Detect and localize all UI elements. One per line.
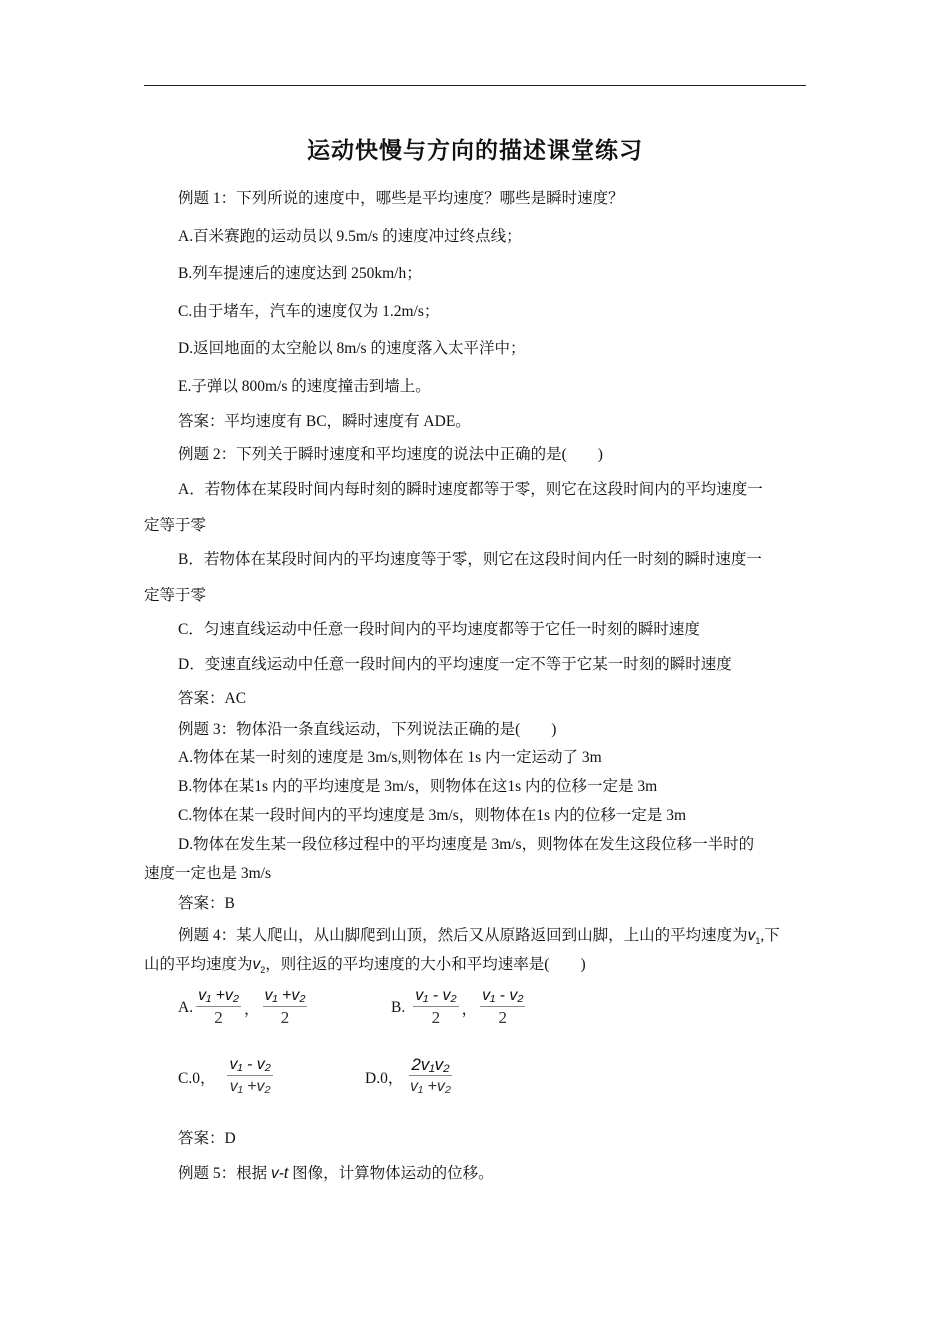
ex3-option-d-line2: 速度一定也是 3m/s [144,865,272,882]
ex3-answer: 答案：B [178,895,235,912]
ex1-option-d: D.返回地面的太空舱以 8m/s 的速度落入太平洋中； [178,340,526,357]
ex2-option-c: C．匀速直线运动中任意一段时间内的平均速度都等于它任一时刻的瞬时速度 [178,621,700,638]
ex2-option-b-line1: B．若物体在某段时间内的平均速度等于零，则它在这段时间内任一时刻的瞬时速度一 [178,551,762,568]
ex4-answer: 答案：D [178,1130,236,1147]
ex4-option-a-label: A. [178,998,194,1016]
ex3-option-d-line1: D.物体在发生某一段位移过程中的平均速度是 3m/s，则物体在发生这段位移一半时的 [178,836,755,853]
header-rule [144,85,806,86]
ex4-option-c [178,1055,276,1098]
ex5-vt-symbol: v-t [271,1165,289,1182]
ex2-option-a-line2: 定等于零 [144,517,207,534]
ex3-question: 例题 3：物体沿一条直线运动，下列说法正确的是( ) [178,721,557,738]
ex1-question: 例题 1：下列所说的速度中，哪些是平均速度？哪些是瞬时速度？ [178,190,624,207]
ex3-option-c: C.物体在某一段时间内的平均速度是 3m/s，则物体在1s 内的位移一定是 3m [178,807,687,824]
page-title: 运动快慢与方向的描述课堂练习 [307,138,643,163]
ex1-option-c: C.由于堵车，汽车的速度仅为 1.2m/s； [178,303,440,320]
ex5-question-text-2: 图像，计算物体运动的位移。 [288,1165,494,1182]
ex4-option-d [365,1055,455,1098]
ex3-option-a: A.物体在某一时刻的速度是 3m/s,则物体在 1s 内一定运动了 3m [178,749,602,766]
ex4-option-b-comma: ， [461,1000,478,1018]
ex1-answer: 答案：平均速度有 BC，瞬时速度有 ADE。 [178,413,471,430]
ex2-option-b-line2: 定等于零 [144,587,207,604]
ex3-option-b: B.物体在某1s 内的平均速度是 3m/s，则物体在这1s 内的位移一定是 3m [178,778,658,795]
ex5-question-text-1: 例题 5：根据 [178,1165,272,1182]
ex4-question-text-3: 山的平均速度为 [144,956,253,973]
ex1-option-b: B.列车提速后的速度达到 250km/h； [178,265,422,282]
ex2-option-d: D．变速直线运动中任意一段时间内的平均速度一定不等于它某一时刻的瞬时速度 [178,656,732,673]
ex4-option-b-label: B. [391,998,406,1016]
ex4-option-b-fraction-2: $\frac{\text{v₁ - v₂}}{2}$ [482,987,524,1027]
ex1-option-e: E.子弹以 800m/s 的速度撞击到墙上。 [178,378,431,395]
ex4-question-text-2: ,下 [760,927,780,944]
ex2-option-a-line1: A．若物体在某段时间内每时刻的瞬时速度都等于零，则它在这段时间内的平均速度一 [178,481,763,498]
ex4-v1-symbol: $v_1$ [747,927,761,947]
ex4-option-b-fraction-1: $\frac{\text{v₁ - v₂}}{2}$ [415,987,457,1027]
ex4-option-a [178,986,310,1029]
ex4-question-line2 [144,955,586,980]
ex4-option-a-fraction-2: $\frac{\text{v₁ +v₂}}{2}$ [264,987,306,1027]
ex4-option-a-comma: ， [244,1000,260,1018]
ex1-option-a: A.百米赛跑的运动员以 9.5m/s 的速度冲过终点线； [178,228,522,245]
ex4-option-b [391,986,528,1029]
ex4-option-d-fraction: $\frac{\text{2v₁v₂}}{\text{v₁ +v₂}}$ [410,1055,451,1095]
ex2-question: 例题 2：下列关于瞬时速度和平均速度的说法中正确的是( ) [178,446,603,463]
ex4-question-text-1: 例题 4：某人爬山，从山脚爬到山顶，然后又从原路返回到山脚，上山的平均速度为 [178,927,748,944]
ex4-question-text-4: ，则往返的平均速度的大小和平均速率是( ) [265,956,586,973]
ex4-question-line1 [178,926,780,951]
ex4-v2-symbol: $v_2$ [252,956,266,976]
ex4-option-c-label: C.0， [178,1069,216,1087]
ex4-option-d-label: D.0， [365,1069,404,1087]
ex4-option-c-fraction: $\frac{\text{v₁ - v₂}}{\text{v₁ +v₂}}$ [229,1056,271,1095]
ex4-option-a-fraction-1: $\frac{\text{v₁ +v₂}}{2}$ [198,987,240,1027]
ex2-answer: 答案：AC [178,690,247,707]
ex5-question [178,1164,494,1184]
